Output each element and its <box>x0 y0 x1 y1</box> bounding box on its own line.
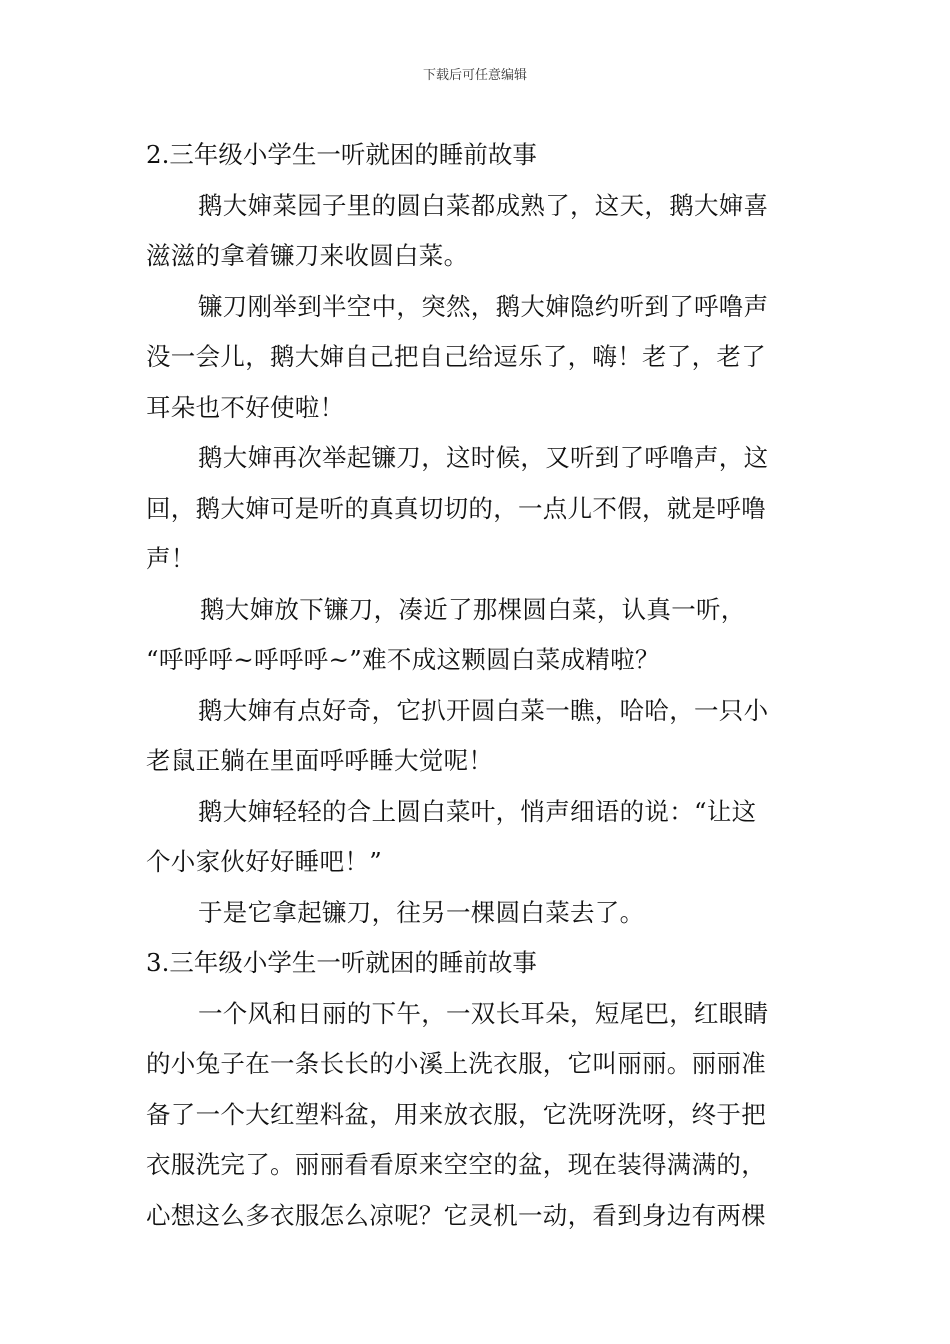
paragraph-line: 声！ <box>146 544 196 573</box>
paragraph-line: 的小兔子在一条长长的小溪上洗衣服，它叫丽丽。丽丽准 <box>146 1049 766 1078</box>
paragraph-line: 个小家伙好好睡吧！” <box>146 847 383 876</box>
paragraph-line: 没一会儿，鹅大婶自己把自己给逗乐了，嗨！老了，老了 <box>146 342 766 371</box>
paragraph-line: 衣服洗完了。丽丽看看原来空空的盆，现在装得满满的， <box>146 1150 766 1179</box>
paragraph-line: 镰刀刚举到半空中，突然，鹅大婶隐约听到了呼噜声 <box>198 291 769 321</box>
paragraph-line: 备了一个大红塑料盆，用来放衣服，它洗呀洗呀，终于把 <box>146 1099 766 1129</box>
page-header: 下载后可任意编辑 <box>422 68 527 83</box>
paragraph-line: 一个风和日丽的下午，一双长耳朵，短尾巴，红眼睛 <box>198 998 769 1028</box>
section-heading-2: 2.三年级小学生一听就困的睡前故事 <box>146 140 537 169</box>
paragraph-line: “呼呼呼~呼呼呼~”难不成这颗圆白菜成精啦？ <box>146 645 660 674</box>
document-body <box>146 130 811 1241</box>
section-heading-3: 3.三年级小学生一听就困的睡前故事 <box>146 948 537 977</box>
paragraph-line: 滋滋的拿着镰刀来收圆白菜。 <box>146 241 469 270</box>
paragraph-line: 鹅大婶轻轻的合上圆白菜叶，悄声细语的说：“让这 <box>198 796 757 826</box>
paragraph-line: 心想这么多衣服怎么凉呢？它灵机一动，看到身边有两棵 <box>146 1200 766 1230</box>
paragraph-line: 鹅大婶有点好奇，它扒开圆白菜一瞧，哈哈，一只小 <box>198 695 769 725</box>
paragraph-line: 于是它拿起镰刀，往另一棵圆白菜去了。 <box>198 897 645 927</box>
paragraph-line: 鹅大婶再次举起镰刀，这时候，又听到了呼噜声，这 <box>198 443 769 472</box>
paragraph-line: 回，鹅大婶可是听的真真切切的，一点儿不假，就是呼噜 <box>146 493 766 523</box>
paragraph-line: 老鼠正躺在里面呼呼睡大觉呢！ <box>146 746 494 775</box>
paragraph-line: 鹅大婶菜园子里的圆白菜都成熟了，这天，鹅大婶喜 <box>198 190 769 220</box>
paragraph-line: 耳朵也不好使啦！ <box>146 392 345 422</box>
paragraph-line: 鹅大婶放下镰刀，凑近了那棵圆白菜，认真一听， <box>200 594 746 624</box>
